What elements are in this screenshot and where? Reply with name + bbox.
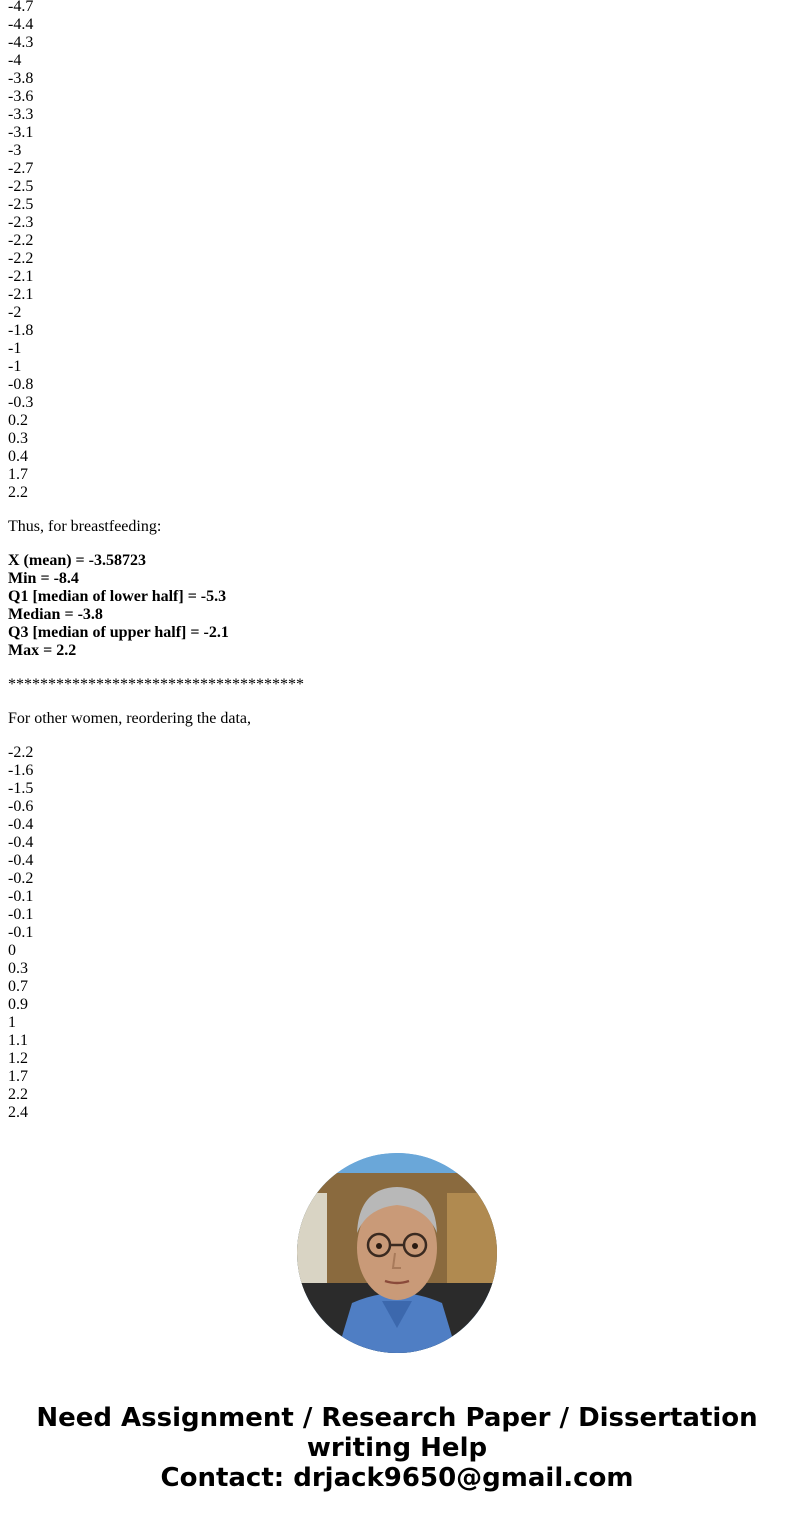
stat-min: Min = -8.4 [8,570,79,587]
data-value: -2.5 [8,196,34,213]
data-value: 0.2 [8,412,28,429]
data-value: -3.3 [8,106,34,123]
data-value: -0.4 [8,852,34,869]
data-value: -1.8 [8,322,34,339]
data-value: 2.4 [8,1104,28,1121]
data-value: 0.4 [8,448,28,465]
data-value: -2.1 [8,268,34,285]
data-value: -4.4 [8,16,34,33]
data-value: 2.2 [8,484,28,501]
stat-mean: X (mean) = -3.58723 [8,552,146,569]
data-value: -0.6 [8,798,34,815]
data-value: -4 [8,52,22,69]
data-value: 0.9 [8,996,28,1013]
data-value: -2.5 [8,178,34,195]
data-value: -0.3 [8,394,34,411]
data-value: -2.2 [8,744,34,761]
section-separator: ************************************* [8,676,304,693]
data-value: -2.2 [8,232,34,249]
stat-q3: Q3 [median of upper half] = -2.1 [8,624,229,641]
data-value: -0.1 [8,924,34,941]
data-value: -2 [8,304,22,321]
data-value: -0.2 [8,870,34,887]
data-value: -4.3 [8,34,34,51]
banner-contact-email[interactable]: Contact: drjack9650@gmail.com [160,1463,634,1493]
data-value: 1.1 [8,1032,28,1049]
data-value: -1 [8,358,22,375]
other-women-values-list [8,744,788,1122]
data-value: 0.3 [8,430,28,447]
data-value: -0.1 [8,888,34,905]
data-value: 1.2 [8,1050,28,1067]
data-value: 0.7 [8,978,28,995]
data-value: -3 [8,142,22,159]
data-value: 1 [8,1014,16,1031]
data-value: -4.7 [8,0,34,15]
banner-line-2: writing Help [306,1433,488,1463]
data-value: -0.8 [8,376,34,393]
stat-q1: Q1 [median of lower half] = -5.3 [8,588,227,605]
breastfeeding-intro: Thus, for breastfeeding: [8,518,162,535]
data-value: -2.2 [8,250,34,267]
document-body [8,0,788,1122]
data-value: -0.1 [8,906,34,923]
data-value: -1.5 [8,780,34,797]
data-value: -2.3 [8,214,34,231]
other-women-intro: For other women, reordering the data, [8,710,252,727]
data-value: -1.6 [8,762,34,779]
data-value: -0.4 [8,834,34,851]
data-value: -3.1 [8,124,34,141]
stat-max: Max = 2.2 [8,642,77,659]
data-value: -2.1 [8,286,34,303]
breastfeeding-values-list [8,0,788,502]
stat-median: Median = -3.8 [8,606,103,623]
data-value: -2.7 [8,160,34,177]
data-value: 0.3 [8,960,28,977]
data-value: -0.4 [8,816,34,833]
data-value: -1 [8,340,22,357]
data-value: 0 [8,942,16,959]
banner-line-1: Need Assignment / Research Paper / Dissertation [36,1403,758,1433]
author-avatar [297,1153,497,1353]
breastfeeding-summary-stats [8,552,788,660]
data-value: 1.7 [8,1068,28,1085]
data-value: 1.7 [8,466,28,483]
author-portrait-image [297,1153,497,1353]
data-value: 2.2 [8,1086,28,1103]
contact-banner [0,1403,794,1493]
data-value: -3.8 [8,70,34,87]
data-value: -3.6 [8,88,34,105]
